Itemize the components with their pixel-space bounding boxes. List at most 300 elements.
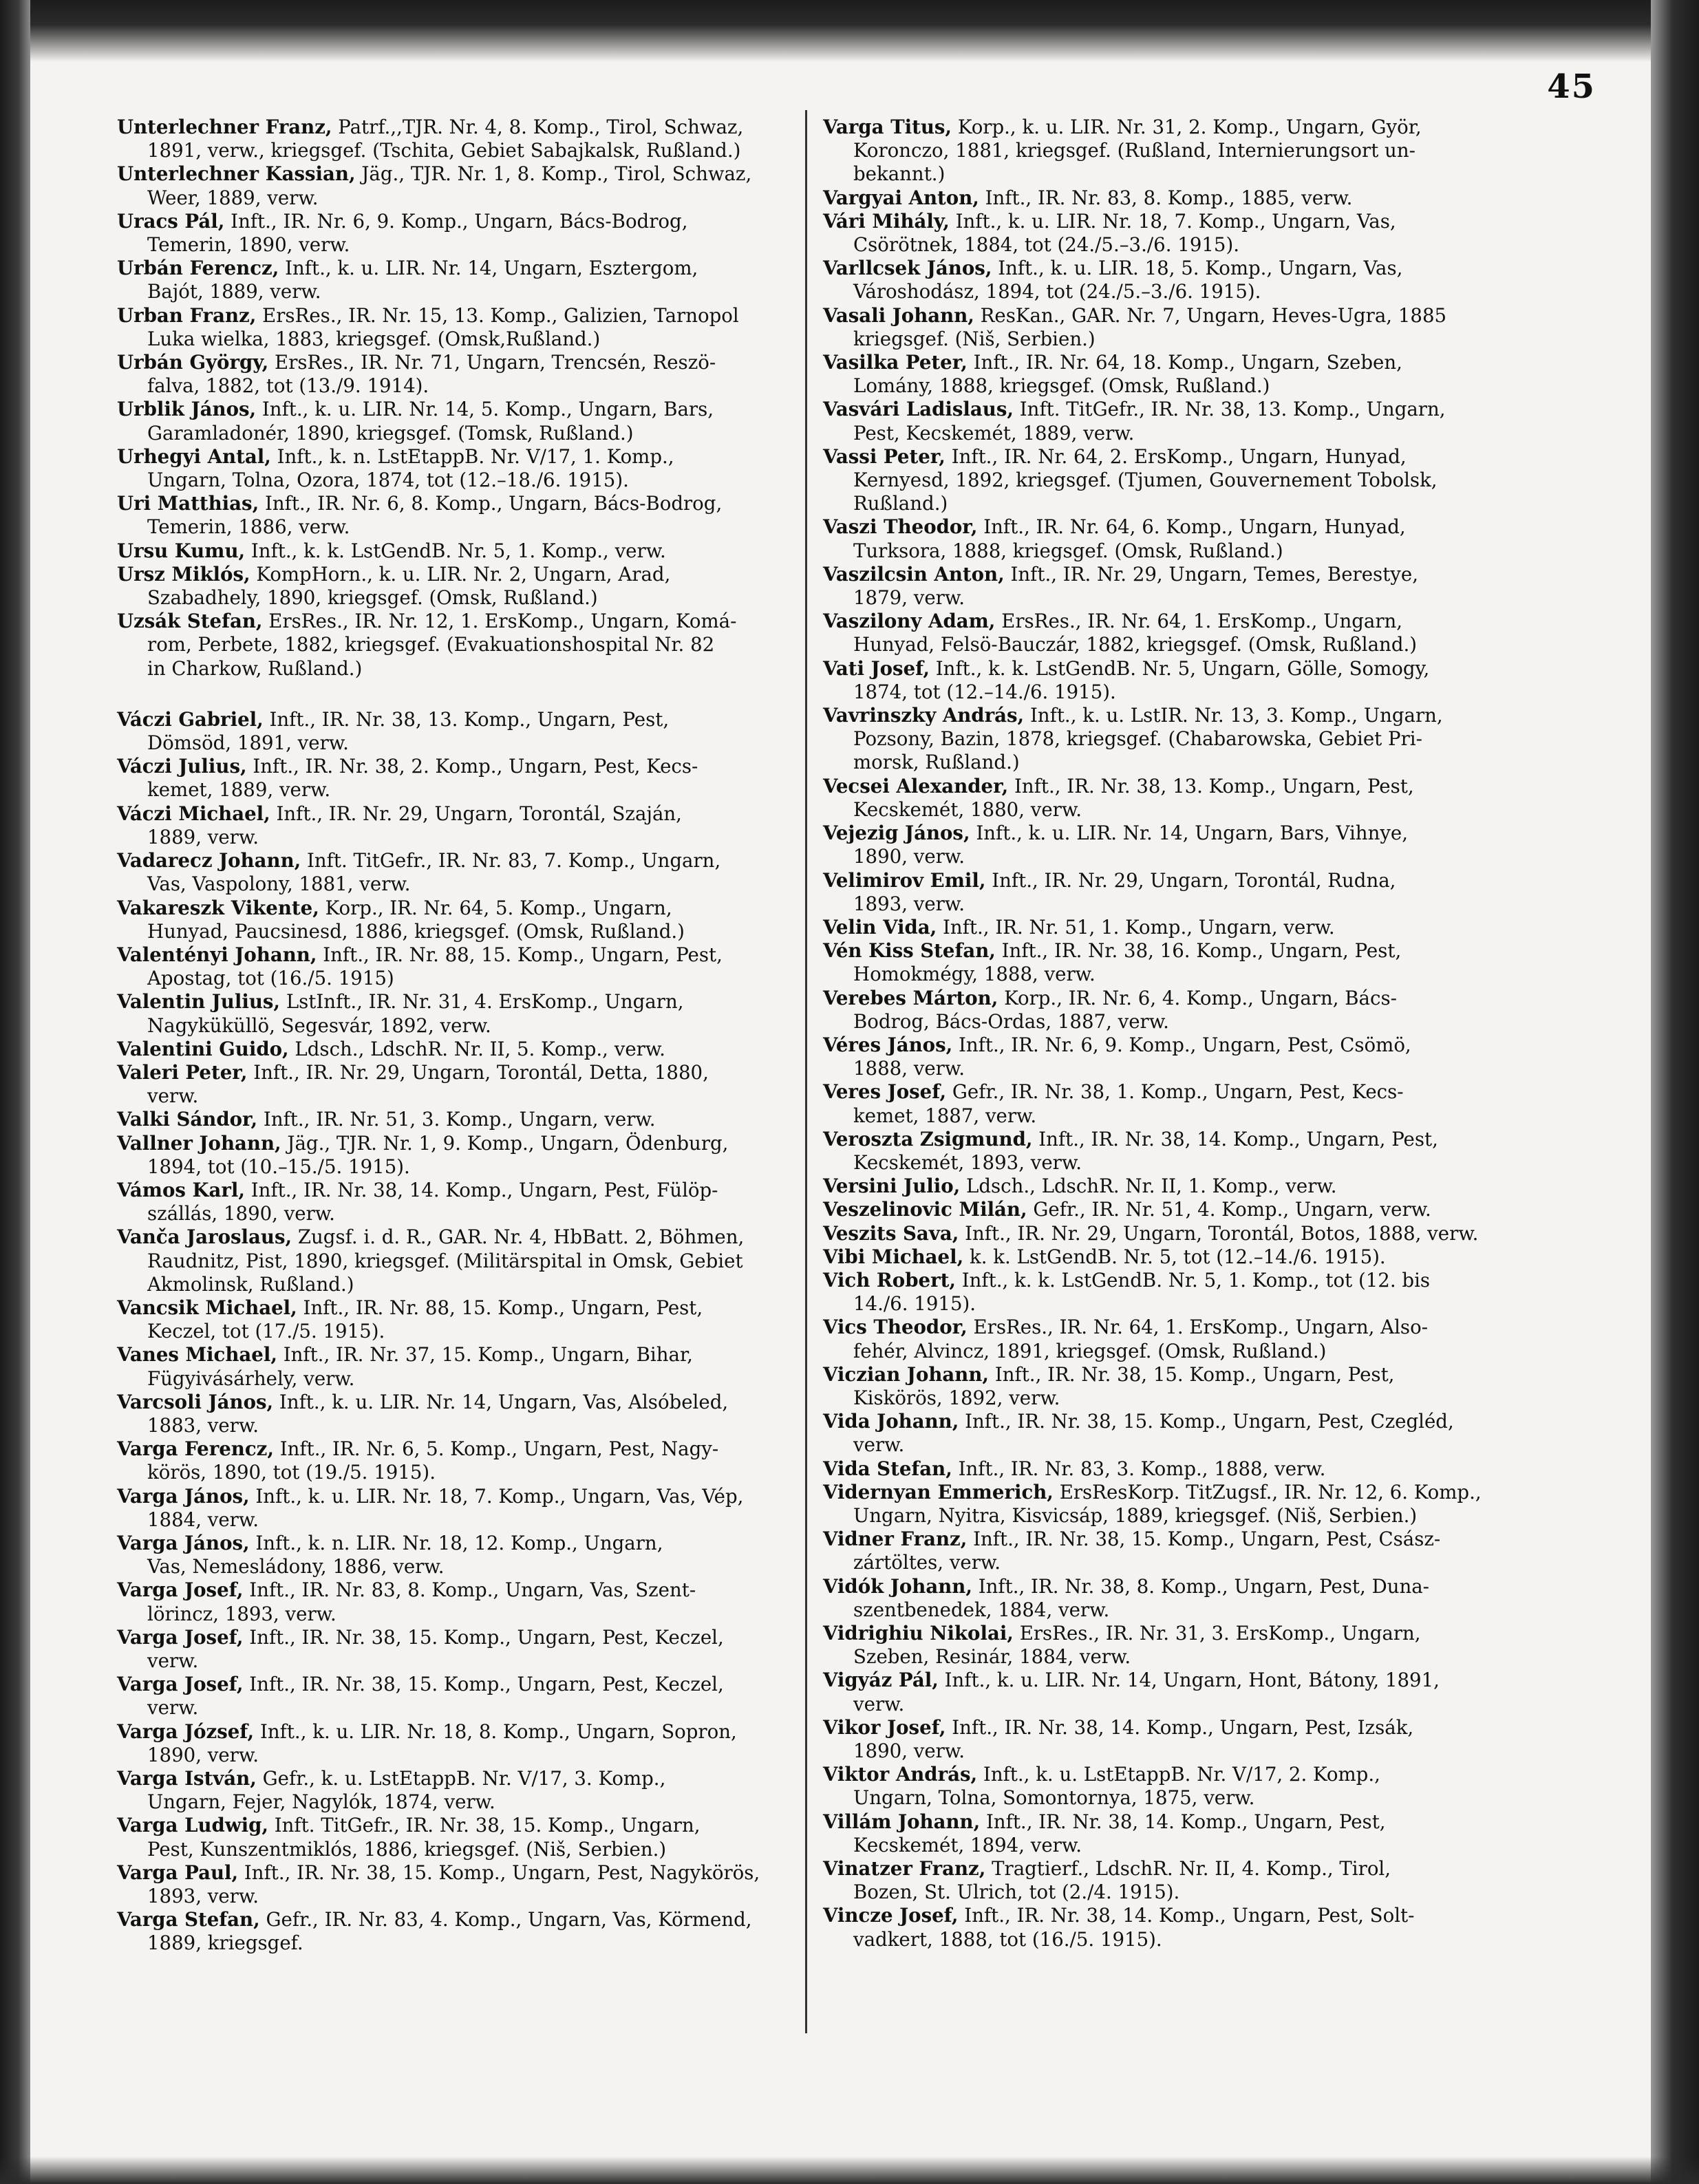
casualty-entry (117, 610, 812, 681)
entry-name: Veres Josef, (823, 1080, 947, 1104)
entry-first-line (823, 1034, 1524, 1057)
entry-first-line (117, 445, 812, 469)
entry-name: Véres János, (823, 1033, 953, 1056)
left-column (117, 116, 812, 1956)
entry-name: Vida Johann, (823, 1410, 959, 1433)
entry-name: Vics Theodor, (823, 1316, 968, 1339)
entry-first-line (823, 939, 1524, 963)
scan-edge-bottom (0, 2156, 1699, 2184)
entry-continuation: 1883, verw. (147, 1413, 259, 1437)
entry-name: Vidrighiu Nikolai, (823, 1622, 1014, 1645)
entry-continuation: 1884, verw. (147, 1508, 259, 1531)
entry-continuation: Pozsony, Bazin, 1878, kriegsgef. (Chabarowska, Gebiet Pri- (853, 727, 1422, 751)
entry-continuation: 1890, verw. (853, 1739, 965, 1763)
entry-name: Vidner Franz, (823, 1528, 968, 1551)
entry-name: Vasali Johann, (823, 303, 974, 327)
entry-detail: Inft., IR. Nr. 6, 8. Komp., Ungarn, Bács-Bodrog, (259, 492, 723, 515)
casualty-entry (823, 1410, 1524, 1457)
entry-continuation: verw. (853, 1433, 905, 1457)
entry-continuation: in Charkow, Rußland.) (147, 656, 363, 680)
entry-first-line (117, 1626, 812, 1649)
entry-first-line (823, 1857, 1524, 1881)
casualty-entry (823, 1128, 1524, 1175)
entry-continuation: Ungarn, Fejer, Nagylók, 1874, verw. (147, 1790, 495, 1814)
entry-first-line (117, 1225, 812, 1249)
entry-first-line (117, 1108, 812, 1131)
casualty-entry (117, 755, 812, 802)
entry-detail: Inft., IR. Nr. 64, 18. Komp., Ungarn, Szeben, (967, 351, 1402, 374)
entry-name: Villám Johann, (823, 1810, 981, 1833)
entry-name: Vári Mihály, (823, 209, 950, 233)
entry-detail: Tragtierf., LdschR. Nr. II, 4. Komp., Tirol, (985, 1857, 1391, 1881)
entry-first-line (117, 162, 812, 186)
entry-detail: Inft., IR. Nr. 38, 13. Komp., Ungarn, Pest, (1008, 774, 1414, 797)
casualty-entry (823, 351, 1524, 398)
entry-continuation: zártöltes, verw. (853, 1551, 1001, 1574)
casualty-entry (117, 1626, 812, 1673)
entry-name: Varga Josef, (117, 1625, 244, 1649)
casualty-entry (117, 1578, 812, 1625)
entry-first-line (117, 1720, 812, 1744)
entry-first-line (823, 1575, 1524, 1598)
entry-detail: Inft., IR. Nr. 38, 14. Komp., Ungarn, Pest, Solt- (958, 1904, 1415, 1927)
entry-continuation: 1893, verw. (853, 892, 965, 915)
entry-name: Veszelinovic Milán, (823, 1198, 1027, 1221)
entry-name: Vavrinszky András, (823, 704, 1025, 727)
entry-continuation: Hunyad, Paucsinesd, 1886, kriegsgef. (Omsk, Rußland.) (147, 919, 685, 943)
entry-first-line (117, 1578, 812, 1602)
casualty-entry (117, 849, 812, 896)
entry-first-line (117, 351, 812, 374)
entry-detail: Jäg., TJR. Nr. 1, 9. Komp., Ungarn, Ödenburg, (281, 1131, 729, 1155)
entry-continuation: Vas, Nemesládony, 1886, verw. (147, 1555, 445, 1578)
entry-continuation: Vas, Vaspolony, 1881, verw. (147, 872, 411, 896)
entry-name: Vaszi Theodor, (823, 515, 978, 539)
entry-first-line (823, 1716, 1524, 1739)
casualty-entry (117, 1485, 812, 1532)
entry-name: Vadarecz Johann, (117, 849, 301, 872)
entry-name: Vinatzer Franz, (823, 1857, 986, 1881)
casualty-entry (823, 445, 1524, 516)
casualty-entry (823, 869, 1524, 916)
entry-continuation: Pest, Kunszentmiklós, 1886, kriegsgef. (Niš, Serbien.) (147, 1837, 667, 1861)
entry-name: Vejezig János, (823, 822, 970, 845)
entry-detail: Jäg., TJR. Nr. 1, 8. Komp., Tirol, Schwaz, (355, 162, 752, 186)
entry-name: Varga József, (117, 1720, 255, 1743)
entry-name: Vidernyan Emmerich, (823, 1480, 1054, 1503)
entry-continuation: Turksora, 1888, kriegsgef. (Omsk, Rußland.) (853, 539, 1283, 562)
casualty-entry (117, 563, 812, 610)
entry-continuation: Csörötnek, 1884, tot (24./5.–3./6. 1915). (853, 233, 1240, 257)
entry-name: Vanča Jaroslaus, (117, 1225, 292, 1249)
entry-detail: Gefr., k. u. LstEtappB. Nr. V/17, 3. Komp., (256, 1767, 666, 1790)
entry-first-line (823, 704, 1524, 727)
entry-first-line (823, 351, 1524, 374)
entry-continuation: Fügyivásárhely, verw. (147, 1367, 355, 1390)
entry-continuation: verw. (853, 1692, 905, 1715)
casualty-entry (823, 186, 1524, 210)
entry-first-line (117, 1132, 812, 1155)
entry-first-line (823, 1481, 1524, 1504)
entry-name: Váczi Julius, (117, 755, 247, 778)
casualty-entry (117, 116, 812, 162)
entry-detail: Gefr., IR. Nr. 38, 1. Komp., Ungarn, Pest, Kecs- (946, 1080, 1404, 1104)
casualty-entry (117, 1179, 812, 1225)
entry-detail: Korp., IR. Nr. 64, 5. Komp., Ungarn, (319, 896, 672, 919)
entry-name: Viktor András, (823, 1763, 978, 1786)
casualty-entry (823, 1245, 1524, 1269)
entry-name: Vincze Josef, (823, 1904, 959, 1927)
entry-name: Varga János, (117, 1484, 250, 1508)
entry-continuation: 1890, verw. (147, 1743, 259, 1766)
casualty-entry (117, 1767, 812, 1814)
entry-detail: Inft., IR. Nr. 64, 2. ErsKomp., Ungarn, Hunyad, (945, 445, 1407, 468)
entry-name: Vasilka Peter, (823, 351, 968, 374)
entry-continuation: Apostag, tot (16./5. 1915) (147, 967, 394, 990)
entry-detail: Inft., k. k. LstGendB. Nr. 5, Ungarn, Gölle, Somogy, (930, 656, 1430, 680)
casualty-entry (823, 1528, 1524, 1574)
casualty-entry (117, 990, 812, 1037)
casualty-entry (823, 610, 1524, 656)
entry-continuation: bekannt.) (853, 162, 945, 186)
casualty-entry (117, 304, 812, 351)
entry-detail: Inft., IR. Nr. 38, 15. Komp., Ungarn, Pest, Keczel, (243, 1673, 724, 1696)
casualty-entry (117, 897, 812, 943)
casualty-entry (117, 1437, 812, 1484)
entry-continuation: 1889, verw. (147, 825, 259, 848)
entry-detail: Inft., IR. Nr. 51, 1. Komp., Ungarn, verw. (937, 915, 1335, 939)
entry-continuation: Kecskemét, 1894, verw. (853, 1833, 1082, 1856)
entry-detail: Zugsf. i. d. R., GAR. Nr. 4, HbBatt. 2, Böhmen, (292, 1225, 745, 1249)
entry-detail: ErsRes., IR. Nr. 31, 3. ErsKomp., Ungarn, (1013, 1622, 1421, 1645)
entry-continuation: verw. (147, 1696, 199, 1720)
entry-first-line (117, 1437, 812, 1461)
entry-name: Vakareszk Vikente, (117, 896, 319, 919)
entry-detail: Inft., IR. Nr. 38, 13. Komp., Ungarn, Pest, (263, 707, 670, 731)
entry-detail: Inft., IR. Nr. 38, 8. Komp., Ungarn, Pest, Duna- (972, 1574, 1430, 1598)
entry-detail: Gefr., IR. Nr. 51, 4. Komp., Ungarn, verw. (1027, 1198, 1431, 1221)
entry-detail: ErsRes., IR. Nr. 64, 1. ErsKomp., Ungarn, (995, 610, 1403, 633)
entry-detail: Inft., k. u. LIR. Nr. 18, 7. Komp., Ungarn, Vas, (949, 209, 1396, 233)
entry-name: Uracs Pál, (117, 209, 225, 233)
entry-continuation: Hunyad, Felsö-Bauczár, 1882, kriegsgef. (Omsk, Rußland.) (853, 633, 1418, 656)
entry-continuation: Akmolinsk, Rußland.) (147, 1272, 354, 1296)
entry-detail: Inft., IR. Nr. 6, 9. Komp., Ungarn, Bács-Bodrog, (224, 209, 688, 233)
entry-first-line (823, 186, 1524, 210)
entry-first-line (823, 1222, 1524, 1245)
casualty-entry (823, 704, 1524, 775)
entry-detail: Inft., k. u. LstIR. Nr. 13, 3. Komp., Ungarn, (1024, 704, 1443, 727)
entry-name: Valentin Julius, (117, 990, 281, 1014)
entry-detail: LstInft., IR. Nr. 31, 4. ErsKomp., Ungarn, (280, 990, 684, 1014)
entry-name: Varllcsek János, (823, 257, 992, 280)
casualty-entry (117, 257, 812, 303)
casualty-entry (823, 257, 1524, 303)
entry-detail: Inft., IR. Nr. 83, 8. Komp., Ungarn, Vas, Szent- (243, 1578, 696, 1602)
entry-detail: ErsRes., IR. Nr. 64, 1. ErsKomp., Ungarn, Also- (967, 1316, 1429, 1339)
entry-first-line (117, 755, 812, 778)
casualty-entry (117, 1720, 812, 1767)
entry-detail: Inft., IR. Nr. 38, 14. Komp., Ungarn, Pest, Izsák, (945, 1715, 1414, 1739)
casualty-entry (117, 1225, 812, 1296)
casualty-entry (823, 210, 1524, 257)
entry-name: Vancsik Michael, (117, 1296, 297, 1319)
entry-first-line (823, 1904, 1524, 1927)
casualty-entry (823, 1175, 1524, 1198)
entry-first-line (117, 304, 812, 328)
entry-continuation: kriegsgef. (Niš, Serbien.) (853, 327, 1096, 350)
entry-name: Vigyáz Pál, (823, 1669, 939, 1692)
entry-name: Valentini Guido, (117, 1037, 289, 1060)
casualty-entry (823, 916, 1524, 939)
entry-detail: KompHorn., k. u. LIR. Nr. 2, Ungarn, Arad, (250, 562, 671, 586)
entry-name: Vati Josef, (823, 656, 930, 680)
casualty-entry (823, 987, 1524, 1034)
entry-detail: Inft., k. u. LIR. 18, 5. Komp., Ungarn, Vas, (992, 257, 1403, 280)
entry-continuation: Szabadhely, 1890, kriegsgef. (Omsk, Rußland.) (147, 586, 598, 610)
entry-detail: Inft., k. u. LIR. Nr. 14, 5. Komp., Ungarn, Bars, (256, 398, 714, 421)
entry-detail: Inft., k. k. LstGendB. Nr. 5, 1. Komp., verw. (245, 539, 666, 562)
entry-detail: ErsRes., IR. Nr. 15, 13. Komp., Galizien, Tarnopol (256, 303, 739, 327)
entry-first-line (117, 1908, 812, 1931)
entry-name: Urbán György, (117, 351, 269, 374)
entry-name: Valentényi Johann, (117, 943, 317, 966)
entry-continuation: 14./6. 1915). (853, 1292, 976, 1316)
entry-first-line (823, 1669, 1524, 1692)
entry-detail: Inft., IR. Nr. 64, 6. Komp., Ungarn, Hunyad, (977, 515, 1406, 539)
entry-detail: Inft., IR. Nr. 29, Ungarn, Torontál, Szaján, (270, 802, 682, 825)
casualty-entry (823, 657, 1524, 704)
entry-name: Urblik János, (117, 398, 257, 421)
entry-name: Varga Stefan, (117, 1908, 260, 1931)
entry-detail: Inft. TitGefr., IR. Nr. 83, 7. Komp., Ungarn, (301, 849, 721, 872)
entry-name: Vibi Michael, (823, 1245, 964, 1268)
scan-edge-left (0, 0, 30, 2184)
casualty-entry (823, 304, 1524, 351)
entry-continuation: Dömsöd, 1891, verw. (147, 731, 349, 755)
casualty-entry (117, 1132, 812, 1179)
entry-detail: Inft., k. u. LIR. Nr. 18, 7. Komp., Ungarn, Vas, Vép, (249, 1484, 744, 1508)
entry-first-line (823, 1810, 1524, 1834)
entry-first-line (823, 657, 1524, 681)
entry-continuation: kemet, 1887, verw. (853, 1104, 1037, 1127)
entry-detail: Ldsch., LdschR. Nr. II, 1. Komp., verw. (960, 1175, 1337, 1198)
entry-first-line (117, 398, 812, 421)
entry-continuation: Ungarn, Nyitra, Kisvicsáp, 1889, kriegsgef. (Niš, Serbien.) (853, 1503, 1418, 1527)
entry-first-line (823, 445, 1524, 469)
casualty-entry (823, 1363, 1524, 1410)
scan-edge-top (0, 0, 1699, 62)
entry-detail: ErsRes., IR. Nr. 12, 1. ErsKomp., Ungarn, Komá- (262, 610, 737, 633)
entry-first-line (823, 398, 1524, 421)
entry-detail: Inft., IR. Nr. 29, Ungarn, Temes, Berestye, (1004, 562, 1418, 586)
entry-first-line (823, 1080, 1524, 1104)
entry-first-line (823, 987, 1524, 1010)
entry-first-line (823, 869, 1524, 892)
entry-name: Ursu Kumu, (117, 539, 246, 562)
entry-name: Veroszta Zsigmund, (823, 1127, 1033, 1150)
casualty-entry (117, 445, 812, 492)
entry-name: Varga Paul, (117, 1861, 239, 1884)
casualty-entry (117, 1296, 812, 1343)
entry-continuation: Kecskemét, 1893, verw. (853, 1150, 1082, 1174)
entry-first-line (823, 1198, 1524, 1221)
entry-continuation: 1891, verw., kriegsgef. (Tschita, Gebiet Sabajkalsk, Rußland.) (147, 139, 741, 162)
entry-continuation: Nagyküküllö, Segesvár, 1892, verw. (147, 1014, 491, 1037)
entry-first-line (117, 1814, 812, 1837)
casualty-entry (117, 708, 812, 755)
casualty-entry (117, 162, 812, 209)
casualty-entry (117, 351, 812, 398)
entry-name: Urbán Ferencz, (117, 257, 279, 280)
entry-name: Unterlechner Kassian, (117, 162, 356, 186)
entry-detail: Inft., k. n. LIR. Nr. 18, 12. Komp., Ungarn, (249, 1531, 663, 1554)
entry-name: Váczi Gabriel, (117, 707, 264, 731)
casualty-entry (823, 775, 1524, 822)
entry-name: Valki Sándor, (117, 1108, 258, 1131)
entry-detail: Inft., IR. Nr. 88, 15. Komp., Ungarn, Pest, (317, 943, 723, 966)
entry-name: Veszits Sava, (823, 1221, 959, 1245)
entry-continuation: Kecskemét, 1880, verw. (853, 797, 1082, 821)
casualty-entry (823, 939, 1524, 986)
casualty-entry (823, 1269, 1524, 1316)
casualty-entry (823, 1669, 1524, 1715)
entry-continuation: Kernyesd, 1892, kriegsgef. (Tjumen, Gouvernement Tobolsk, (853, 469, 1438, 492)
entry-first-line (823, 1410, 1524, 1433)
entry-detail: Inft., IR. Nr. 37, 15. Komp., Ungarn, Bihar, (277, 1343, 693, 1367)
entry-first-line (117, 990, 812, 1014)
casualty-entry (823, 515, 1524, 562)
entry-first-line (823, 916, 1524, 939)
entry-name: Urban Franz, (117, 303, 257, 327)
entry-name: Vaszilony Adam, (823, 610, 996, 633)
entry-detail: Inft., k. u. LIR. Nr. 14, Ungarn, Hont, Bátony, 1891, (938, 1669, 1440, 1692)
entry-first-line (117, 1061, 812, 1084)
casualty-entry (823, 1857, 1524, 1904)
entry-name: Varga Josef, (117, 1673, 244, 1696)
entry-name: Vikor Josef, (823, 1715, 946, 1739)
entry-continuation: 1893, verw. (147, 1885, 259, 1908)
entry-first-line (117, 492, 812, 515)
entry-first-line (117, 1038, 812, 1061)
entry-detail: Inft., IR. Nr. 38, 15. Komp., Ungarn, Pest, Csász- (967, 1528, 1441, 1551)
entry-first-line (117, 1391, 812, 1414)
entry-first-line (117, 1179, 812, 1202)
entry-continuation: vadkert, 1888, tot (16./5. 1915). (853, 1927, 1162, 1951)
casualty-entry (117, 802, 812, 849)
entry-continuation: Kiskörös, 1892, verw. (853, 1386, 1060, 1409)
entry-detail: Patrf.,,TJR. Nr. 4, 8. Komp., Tirol, Schwaz, (332, 116, 744, 138)
entry-name: Verebes Márton, (823, 986, 998, 1009)
entry-detail: Inft., IR. Nr. 38, 15. Komp., Ungarn, Pest, Nagykörös, (238, 1861, 760, 1884)
casualty-entry (823, 1457, 1524, 1481)
entry-detail: Inft., k. u. LIR. Nr. 14, Ungarn, Bars, Vihnye, (970, 822, 1409, 845)
entry-detail: Inft., k. u. LIR. Nr. 18, 8. Komp., Ungarn, Sopron, (254, 1720, 737, 1743)
entry-name: Vich Robert, (823, 1268, 956, 1292)
casualty-entry (823, 1716, 1524, 1763)
entry-name: Varga János, (117, 1531, 250, 1554)
entry-name: Vargyai Anton, (823, 186, 979, 209)
entry-continuation: Garamladonér, 1890, kriegsgef. (Tomsk, Rußland.) (147, 421, 634, 445)
entry-first-line (823, 563, 1524, 586)
right-column (823, 116, 1524, 1951)
entry-detail: Inft., IR. Nr. 38, 15. Komp., Ungarn, Pest, Czegléd, (959, 1410, 1454, 1433)
entry-first-line (823, 1457, 1524, 1481)
entry-detail: Inft., IR. Nr. 38, 16. Komp., Ungarn, Pest, (995, 939, 1402, 963)
casualty-entry (823, 1080, 1524, 1127)
entry-detail: Inft., k. u. LIR. Nr. 14, Ungarn, Vas, Alsóbeled, (273, 1390, 729, 1413)
entry-continuation: Koronczo, 1881, kriegsgef. (Rußland, Internierungsort un- (853, 139, 1415, 162)
entry-first-line (823, 1622, 1524, 1645)
page-number: 45 (1547, 67, 1596, 106)
entry-detail: Inft., IR. Nr. 29, Ungarn, Torontál, Rudna, (985, 868, 1396, 892)
entry-detail: Ldsch., LdschR. Nr. II, 5. Komp., verw. (288, 1037, 665, 1060)
entry-continuation: szentbenedek, 1884, verw. (853, 1598, 1110, 1621)
entry-first-line (823, 116, 1524, 139)
entry-name: Vén Kiss Stefan, (823, 939, 996, 963)
entry-first-line (117, 1532, 812, 1555)
entry-detail: ErsRes., IR. Nr. 71, Ungarn, Trencsén, Reszö- (268, 351, 716, 374)
entry-name: Valeri Peter, (117, 1060, 248, 1084)
entry-name: Velin Vida, (823, 915, 937, 939)
entry-name: Vaszilcsin Anton, (823, 562, 1005, 586)
entry-name: Urhegyi Antal, (117, 445, 271, 468)
entry-first-line (117, 539, 812, 563)
casualty-entry (823, 1810, 1524, 1857)
entry-first-line (117, 708, 812, 731)
entry-first-line (117, 210, 812, 233)
entry-continuation: Raudnitz, Pist, 1890, kriegsgef. (Militärspital in Omsk, Gebiet (147, 1249, 743, 1272)
entry-first-line (823, 1316, 1524, 1339)
entry-detail: Gefr., IR. Nr. 83, 4. Komp., Ungarn, Vas, Körmend, (259, 1908, 752, 1931)
entry-continuation: 1890, verw. (853, 845, 965, 868)
entry-detail: Inft., k. u. LstEtappB. Nr. V/17, 2. Komp., (977, 1763, 1380, 1786)
entry-first-line (823, 1245, 1524, 1269)
casualty-entry (117, 1673, 812, 1720)
entry-continuation: verw. (147, 1084, 199, 1108)
casualty-entry (117, 1908, 812, 1955)
entry-first-line (823, 1363, 1524, 1387)
entry-name: Unterlechner Franz, (117, 116, 332, 138)
entry-continuation: Városhodász, 1894, tot (24./5.–3./6. 1915). (853, 280, 1261, 303)
entry-first-line (823, 775, 1524, 798)
entry-name: Ursz Miklós, (117, 562, 250, 586)
entry-first-line (117, 849, 812, 872)
entry-first-line (117, 1296, 812, 1320)
entry-first-line (117, 563, 812, 586)
entry-first-line (823, 515, 1524, 539)
entry-continuation: falva, 1882, tot (13./9. 1914). (147, 374, 429, 398)
entry-name: Versini Julio, (823, 1175, 961, 1198)
entry-name: Vallner Johann, (117, 1131, 281, 1155)
entry-continuation: Pest, Kecskemét, 1889, verw. (853, 421, 1135, 445)
entry-first-line (117, 116, 812, 139)
entry-detail: Inft., IR. Nr. 38, 14. Komp., Ungarn, Pest, Fülöp- (245, 1178, 718, 1201)
entry-continuation: kemet, 1889, verw. (147, 778, 331, 802)
entry-detail: Inft. TitGefr., IR. Nr. 38, 13. Komp., Ungarn, (1014, 398, 1446, 421)
casualty-entry (823, 1575, 1524, 1622)
entry-name: Velimirov Emil, (823, 868, 986, 892)
casualty-entry (117, 1061, 812, 1108)
entry-continuation: Homokmégy, 1888, verw. (853, 963, 1096, 986)
entry-detail: Inft., IR. Nr. 83, 3. Komp., 1888, verw. (952, 1457, 1326, 1480)
casualty-entry (823, 116, 1524, 186)
entry-name: Váczi Michael, (117, 802, 270, 825)
entry-continuation: körös, 1890, tot (19./5. 1915). (147, 1461, 436, 1484)
entry-first-line (823, 610, 1524, 633)
entry-name: Varga Ferencz, (117, 1437, 274, 1461)
entry-name: Vidók Johann, (823, 1574, 972, 1598)
